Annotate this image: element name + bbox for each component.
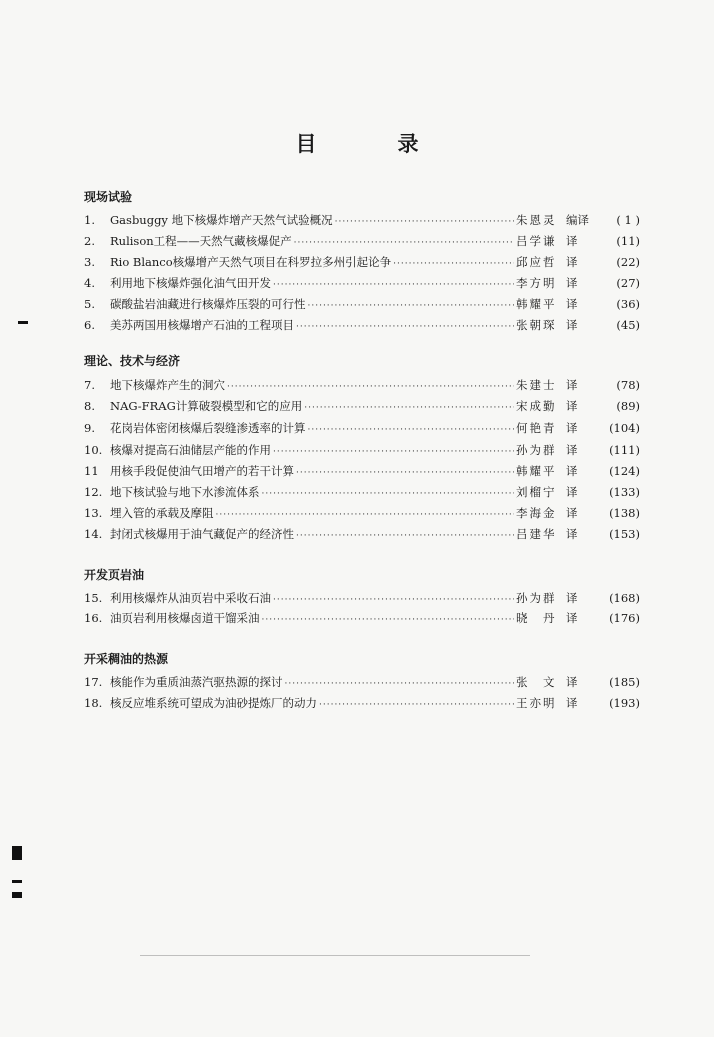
scan-artifact bbox=[18, 321, 28, 324]
entry-page: (138) bbox=[609, 506, 640, 520]
entry-title: 核爆对提高石油储层产能的作用 bbox=[110, 443, 271, 457]
entry-number: 17. bbox=[84, 675, 103, 689]
entry-title: Rio Blanco核爆增产天然气项目在科罗拉多州引起论争 bbox=[110, 255, 392, 269]
entry-title: 用核手段促使油气田增产的若干计算 bbox=[110, 464, 294, 478]
entry-role: 译 bbox=[566, 527, 578, 541]
entry-role: 译 bbox=[566, 318, 578, 332]
toc-entry[interactable] bbox=[84, 254, 640, 274]
entry-number: 12. bbox=[84, 485, 103, 499]
entry-title: 利用核爆炸从油页岩中采收石油 bbox=[110, 591, 271, 605]
scan-artifact bbox=[12, 846, 22, 860]
entry-number: 16. bbox=[84, 611, 103, 625]
entry-translator: 李方明 bbox=[516, 276, 557, 290]
entry-title: 碳酸盐岩油藏进行核爆炸压裂的可行性 bbox=[110, 297, 306, 311]
entry-title: 地下核试验与地下水渗流体系 bbox=[110, 485, 260, 499]
entry-number: 7. bbox=[84, 378, 95, 392]
entry-page: (193) bbox=[609, 696, 640, 710]
section-heading: 开采稠油的热源 bbox=[84, 652, 169, 666]
dot-leader bbox=[308, 425, 515, 435]
entry-number: 4. bbox=[84, 276, 95, 290]
toc-entry[interactable] bbox=[84, 212, 640, 232]
entry-translator: 韩耀平 bbox=[516, 464, 557, 478]
dot-leader bbox=[262, 615, 515, 625]
toc-entry[interactable] bbox=[84, 463, 640, 483]
toc-entry[interactable] bbox=[84, 442, 640, 462]
toc-entry[interactable] bbox=[84, 484, 640, 504]
entry-title: Rulison工程——天然气藏核爆促产 bbox=[110, 234, 292, 248]
entry-page: (124) bbox=[609, 464, 640, 478]
entry-number: 10. bbox=[84, 443, 103, 457]
dot-leader bbox=[335, 217, 514, 227]
toc-entry[interactable] bbox=[84, 695, 640, 715]
dot-leader bbox=[273, 447, 514, 457]
toc-entry[interactable] bbox=[84, 526, 640, 546]
entry-title: 利用地下核爆炸强化油气田开发 bbox=[110, 276, 271, 290]
entry-number: 1. bbox=[84, 213, 95, 227]
section-heading: 现场试验 bbox=[84, 190, 133, 204]
dot-leader bbox=[319, 700, 514, 710]
entry-role: 译 bbox=[566, 297, 578, 311]
entry-number: 8. bbox=[84, 399, 95, 413]
dot-leader bbox=[304, 403, 514, 413]
dot-leader bbox=[216, 510, 515, 520]
entry-role: 译 bbox=[566, 234, 578, 248]
entry-number: 14. bbox=[84, 527, 103, 541]
entry-page: (111) bbox=[609, 443, 640, 457]
section-heading: 开发页岩油 bbox=[84, 568, 145, 582]
dot-leader bbox=[296, 468, 514, 478]
entry-translator: 孙为群 bbox=[516, 443, 557, 457]
entry-translator: 刘榴宁 bbox=[516, 485, 557, 499]
entry-number: 13. bbox=[84, 506, 103, 520]
section-heading: 理论、技术与经济 bbox=[84, 354, 181, 368]
entry-page: (104) bbox=[609, 421, 640, 435]
entry-translator: 王亦明 bbox=[516, 696, 557, 710]
entry-page: (89) bbox=[616, 399, 640, 413]
toc-entry[interactable] bbox=[84, 674, 640, 694]
entry-number: 3. bbox=[84, 255, 95, 269]
toc-entry[interactable] bbox=[84, 233, 640, 253]
page-title: 目 录 bbox=[295, 132, 449, 156]
entry-page: (133) bbox=[609, 485, 640, 499]
scan-artifact bbox=[12, 892, 22, 898]
entry-page: (22) bbox=[616, 255, 640, 269]
entry-title: 花岗岩体密闭核爆后裂缝渗透率的计算 bbox=[110, 421, 306, 435]
entry-title: 核能作为重质油蒸汽驱热源的探讨 bbox=[110, 675, 283, 689]
entry-page: (27) bbox=[616, 276, 640, 290]
entry-role: 译 bbox=[566, 611, 578, 625]
entry-translator: 何艳青 bbox=[516, 421, 557, 435]
entry-role: 译 bbox=[566, 255, 578, 269]
entry-translator: 晓 丹 bbox=[516, 611, 557, 625]
entry-page: (153) bbox=[609, 527, 640, 541]
entry-title: 封闭式核爆用于油气藏促产的经济性 bbox=[110, 527, 294, 541]
dot-leader bbox=[294, 238, 514, 248]
entry-page: (36) bbox=[616, 297, 640, 311]
entry-title: NAG-FRAG计算破裂模型和它的应用 bbox=[110, 399, 303, 413]
entry-title: 美苏两国用核爆增产石油的工程项目 bbox=[110, 318, 294, 332]
dot-leader bbox=[296, 531, 514, 541]
scan-artifact bbox=[12, 880, 22, 883]
entry-role: 译 bbox=[566, 675, 578, 689]
entry-page: (78) bbox=[616, 378, 640, 392]
entry-translator: 张 文 bbox=[516, 675, 557, 689]
entry-title: Gasbuggy 地下核爆炸增产天然气试验概况 bbox=[110, 213, 333, 227]
toc-entry[interactable] bbox=[84, 377, 640, 397]
entry-translator: 朱建士 bbox=[516, 378, 557, 392]
entry-role: 译 bbox=[566, 591, 578, 605]
entry-role: 编译 bbox=[566, 213, 589, 227]
dot-leader bbox=[273, 595, 514, 605]
entry-number: 9. bbox=[84, 421, 95, 435]
entry-number: 5. bbox=[84, 297, 95, 311]
entry-translator: 宋成勤 bbox=[516, 399, 557, 413]
toc-entry[interactable] bbox=[84, 590, 640, 610]
entry-role: 译 bbox=[566, 276, 578, 290]
entry-role: 译 bbox=[566, 378, 578, 392]
dot-leader bbox=[393, 259, 514, 269]
dot-leader bbox=[296, 322, 514, 332]
entry-page: (45) bbox=[616, 318, 640, 332]
entry-role: 译 bbox=[566, 506, 578, 520]
toc-entry[interactable] bbox=[84, 420, 640, 440]
dot-leader bbox=[262, 489, 515, 499]
entry-translator: 李海金 bbox=[516, 506, 557, 520]
toc-entry[interactable] bbox=[84, 317, 640, 337]
entry-number: 2. bbox=[84, 234, 95, 248]
entry-translator: 孙为群 bbox=[516, 591, 557, 605]
dot-leader bbox=[273, 280, 514, 290]
entry-role: 译 bbox=[566, 443, 578, 457]
entry-translator: 朱恩灵 bbox=[516, 213, 557, 227]
toc-entry[interactable] bbox=[84, 505, 640, 525]
entry-role: 译 bbox=[566, 696, 578, 710]
entry-role: 译 bbox=[566, 421, 578, 435]
entry-title: 埋入管的承载及摩阻 bbox=[110, 506, 214, 520]
entry-page: (11) bbox=[616, 234, 640, 248]
entry-translator: 邱应哲 bbox=[516, 255, 557, 269]
entry-number: 11 bbox=[84, 464, 99, 478]
dot-leader bbox=[285, 679, 515, 689]
toc-entry[interactable] bbox=[84, 398, 640, 418]
entry-translator: 韩耀平 bbox=[516, 297, 557, 311]
entry-page: (176) bbox=[609, 611, 640, 625]
toc-entry[interactable] bbox=[84, 610, 640, 630]
dot-leader bbox=[308, 301, 515, 311]
entry-number: 15. bbox=[84, 591, 103, 605]
scan-artifact-line bbox=[140, 955, 530, 956]
toc-entry[interactable] bbox=[84, 296, 640, 316]
entry-role: 译 bbox=[566, 485, 578, 499]
entry-page: ( 1 ) bbox=[616, 213, 640, 227]
entry-translator: 张朝琛 bbox=[516, 318, 557, 332]
entry-role: 译 bbox=[566, 399, 578, 413]
entry-title: 油页岩利用核爆卤道干馏采油 bbox=[110, 611, 260, 625]
entry-role: 译 bbox=[566, 464, 578, 478]
entry-number: 18. bbox=[84, 696, 103, 710]
entry-page: (185) bbox=[609, 675, 640, 689]
entry-title: 地下核爆炸产生的洞穴 bbox=[110, 378, 225, 392]
dot-leader bbox=[227, 382, 514, 392]
entry-translator: 吕建华 bbox=[516, 527, 557, 541]
entry-page: (168) bbox=[609, 591, 640, 605]
entry-title: 核反应堆系统可望成为油砂提炼厂的动力 bbox=[110, 696, 317, 710]
toc-entry[interactable] bbox=[84, 275, 640, 295]
entry-number: 6. bbox=[84, 318, 95, 332]
entry-translator: 吕学谦 bbox=[516, 234, 557, 248]
